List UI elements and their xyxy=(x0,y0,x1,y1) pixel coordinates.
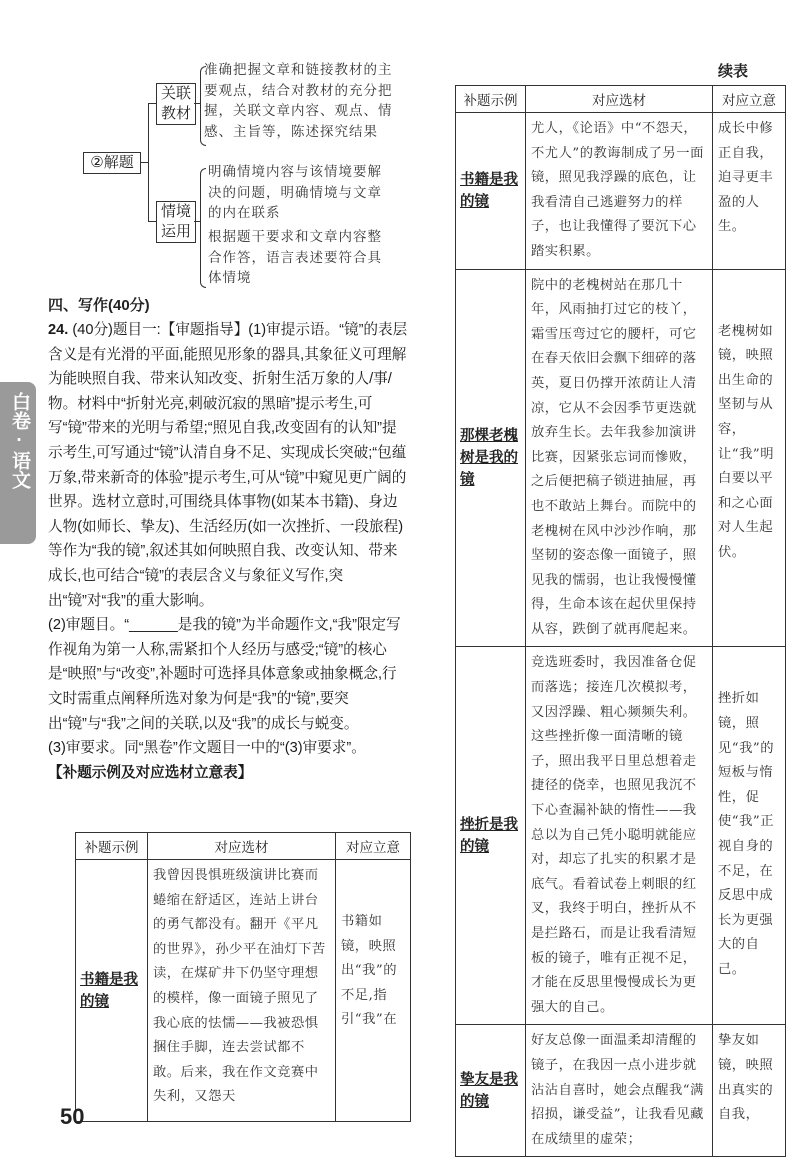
question-paragraph: (2)审题目。“______是我的镜”为半命题作文,“我”限定写作视角为第一人称,需紧扣个人经历与感受;“镜”的核心是“映照”与“改变”,补题时可选择具体意象或抽象概念,行文时需重点阐释所选对象为何是“我”的“镜”,要突出“镜”与“我”之间的关联,以及“我”的成长与蜕变。 xyxy=(48,617,401,732)
side-tab-label: 白卷·语文 xyxy=(9,392,30,489)
left-table xyxy=(75,832,411,1122)
question-paragraph: (3)审要求。同“黑卷”作文题目一中的“(3)审要求”。 xyxy=(48,740,366,757)
mindmap-connector xyxy=(148,103,149,221)
row-topic: 挫折是我的镜 xyxy=(456,647,526,1025)
table-row xyxy=(76,860,411,1122)
row-idea: 挚友如镜，映照出真实的自我， xyxy=(713,1025,786,1157)
row-material: 竞选班委时，我因准备仓促而落选；接连几次模拟考，又因浮躁、粗心频频失利。这些挫折像一面清晰的镜子，照出我平日里总想着走捷径的侥幸，也照见我沉不下心查漏补缺的惰性——我总以为自己凭小聪明就能应对，却忘了扎实的积累才是底气。看着试卷上刺眼的红叉，我终于明白，挫折从不是拦路石，而是让我看清短板的镜子，唯有正视不足，才能在反思里慢慢成长为更强大的自己。 xyxy=(526,647,713,1025)
row-idea: 成长中修正自我，迫寻更丰盈的人生。 xyxy=(713,113,786,270)
mindmap-item: 明确情境内容与该情境要解决的问题，明确情境与文章的内在联系 xyxy=(208,164,382,221)
table-row xyxy=(456,647,786,1025)
row-topic: 那棵老槐树是我的镜 xyxy=(456,269,526,647)
mindmap-branch-context xyxy=(156,201,196,243)
row-material: 好友总像一面温柔却清醒的镜子，在我因一点小进步就沾沾自喜时，她会点醒我“满招损，谦受益”，让我看见藏在成绩里的虚荣； xyxy=(526,1025,713,1157)
mindmap-root: ②解题 xyxy=(83,152,141,174)
table-row xyxy=(456,113,786,270)
header-material: 对应选材 xyxy=(148,833,336,860)
row-idea: 老槐树如镜，映照出生命的坚韧与从容，让“我”明白要以平和之心面对人生起伏。 xyxy=(713,269,786,647)
table-row xyxy=(456,1025,786,1157)
table-header-row xyxy=(456,86,786,113)
row-material: 我曾因畏惧班级演讲比赛而蜷缩在舒适区，连站上讲台的勇气都没有。翻开《平凡的世界》，孙少平在油灯下苦读，在煤矿井下仍坚守理想的模样，像一面镜子照见了我心底的怯懦——我被恐惧捆住手脚，连去尝试都不敢。后来，我在作文竞赛中失利，又怨天 xyxy=(148,860,336,1122)
mindmap-connector xyxy=(148,221,156,222)
side-tab xyxy=(0,382,36,544)
row-topic: 挚友是我的镜 xyxy=(456,1025,526,1157)
header-topic: 补题示例 xyxy=(76,833,148,860)
mindmap-branch-label: 情境运用 xyxy=(160,203,191,240)
row-material: 尤人，《论语》中“不怨天，不尤人”的教诲制成了另一面镜，照见我浮躁的底色，让我看清自己逃避努力的样子，也让我懂得了要沉下心踏实积累。 xyxy=(526,113,713,270)
table-caption: 【补题示例及对应选材立意表】 xyxy=(48,764,253,781)
page-number: 50 xyxy=(60,1104,85,1129)
mindmap-item: 根据题干要求和文章内容整合作答，语言表述要符合具体情境 xyxy=(208,229,382,286)
header-idea: 对应立意 xyxy=(713,86,786,113)
row-topic: 书籍是我的镜 xyxy=(76,860,148,1122)
question-number: 24. xyxy=(48,322,69,338)
question-paragraph-text: (40分)题目一:【审题指导】(1)审提示语。“镜”的表层含义是有光滑的平面,能照见形象的器具,其象征义可理解为能映照自我、带来认知改变、折射生活万象的人/事/物。材料中“折射光亮,刺破沉寂的黑暗”提示考生,可写“镜”带来的光明与希望;“照见自我,改变固有的认知”提示考生,可写通过“镜”认清自身不足、实现成长突破;“包蕴万象,带来新奇的体验”提示考生,可从“镜”中窥见更广阔的世界。选材立意时,可围绕具体事物(如某本书籍)、身边人物(如师长、挚友)、生活经历(如一次挫折、一段旅程)等作为“我的镜”,叙述其如何映照自我、改变认知、带来成长,也可结合“镜”的表层含义与象征义写作,突出“镜”对“我”的重大影响。 xyxy=(48,322,408,609)
section-heading: 四、写作(40分) xyxy=(48,297,150,314)
row-material: 院中的老槐树站在那几十年，风雨抽打过它的枝丫，霜雪压弯过它的腰杆，可它在春天依旧会飘下细碎的落英，夏日仍撑开浓荫让人清凉，它从不会因季节更迭就放弃生长。去年我参加演讲比赛，因紧张忘词而慘败，之后便把稿子锁进抽屉，再也不敢站上舞台。而院中的老槐树在风中沙沙作响，那坚韧的姿态像一面镜子，照见我的懦弱，也让我慢慢懂得，生命本该在起伏里保持从容，跌倒了就再爬起来。 xyxy=(526,269,713,647)
mindmap-branch-relate xyxy=(156,83,196,125)
right-table xyxy=(455,85,786,1157)
header-material: 对应选材 xyxy=(526,86,713,113)
mindmap-brace xyxy=(200,168,206,288)
header-idea: 对应立意 xyxy=(336,833,411,860)
continued-label: 续表 xyxy=(718,63,749,80)
question-paragraph xyxy=(48,318,410,613)
mindmap-branch-label: 关联教材 xyxy=(160,85,191,122)
header-topic: 补题示例 xyxy=(456,86,526,113)
table-header-row xyxy=(76,833,411,860)
table-row xyxy=(456,269,786,647)
row-idea: 书籍如镜，映照出“我”的不足,指引“我”在 xyxy=(336,860,411,1122)
mindmap-branch-text: 准确把握文章和链接教材的主要观点，结合对教材的充分把握，关联文章内容、观点、情感、主旨等，陈述探究结果 xyxy=(204,62,393,140)
row-idea: 挫折如镜，照见“我”的短板与惰性，促使“我”正视自身的不足，在反思中成长为更强大的自己。 xyxy=(713,647,786,1025)
question-24-body xyxy=(48,318,410,785)
mindmap-connector xyxy=(148,103,156,104)
row-topic: 书籍是我的镜 xyxy=(456,113,526,270)
